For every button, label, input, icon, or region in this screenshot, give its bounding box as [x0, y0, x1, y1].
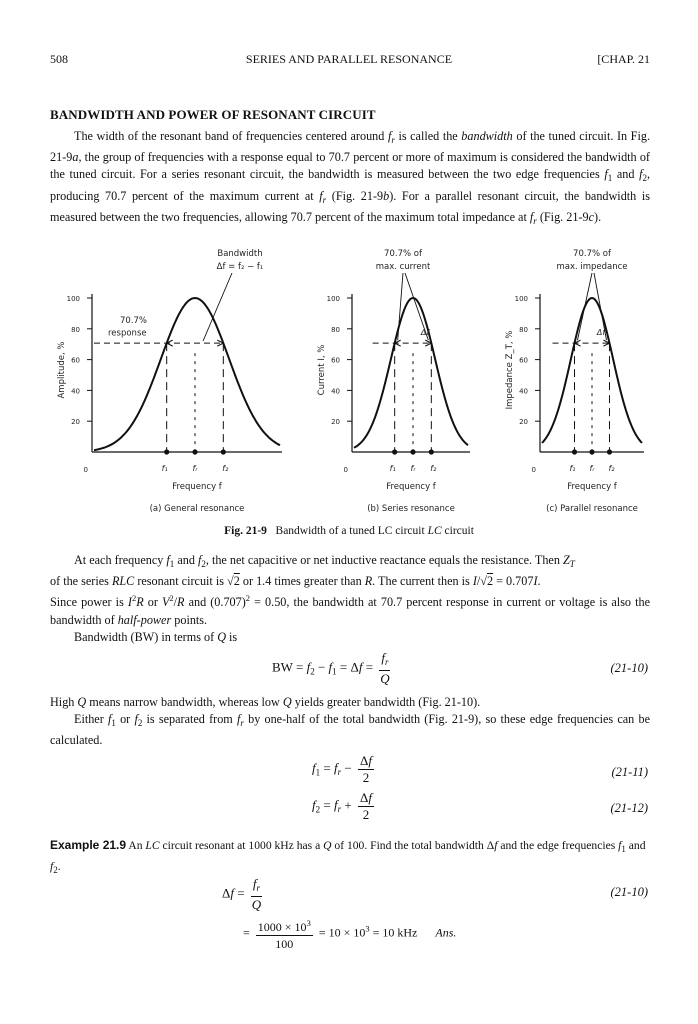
freq-dot-fr — [589, 449, 594, 454]
delta-f-label: Δf — [596, 328, 606, 338]
side-label-2: response — [108, 328, 147, 339]
equation-number-21-10: (21-10) — [610, 661, 648, 675]
annotation-line2-2: max. current — [375, 262, 431, 272]
annotation-line2-1: Δf = f₂ − f₁ — [216, 262, 264, 272]
leader-line-a — [398, 273, 403, 340]
freq-dot-f2 — [429, 449, 434, 454]
x-tick-f2: f₂ — [222, 464, 229, 473]
resonance-curve-2 — [354, 298, 468, 448]
equation-number-21-11: (21-11) — [611, 765, 648, 779]
chapter-label: [CHAP. 21 — [597, 52, 650, 66]
example-equation-number: (21-10) — [610, 885, 648, 899]
y-tick-label: 20 — [71, 418, 80, 427]
y-tick-label: 100 — [326, 295, 340, 303]
y-tick-label: 40 — [331, 387, 340, 396]
leader-line-a — [578, 273, 592, 340]
x-axis-label-3: Frequency f — [567, 482, 617, 492]
figure-21-9 — [0, 240, 698, 525]
freq-dot-f1 — [392, 449, 397, 454]
origin-label: 0 — [83, 466, 88, 474]
delta-f-label: Δf — [420, 328, 430, 338]
equation-bandwidth: BW = $f_2 - f_1 = \Delta f$ = $\frac{f_r}{Q}$ — [272, 650, 390, 686]
x-tick-f2: f₂ — [608, 464, 615, 473]
y-tick-label: 40 — [519, 387, 528, 396]
example-equation: Δf = $\frac{f_r}{Q}$ — [222, 876, 262, 912]
annotation-line1-2: 70.7% of — [384, 249, 422, 259]
example-21-9: Example 21.9 An LC circuit resonant at 1000 kHz has a Q of 100. Find the total bandwidth Δf and the edge frequencies $f_1$ and $f_2$. — [50, 838, 646, 875]
section-title: BANDWIDTH AND POWER OF RESONANT CIRCUIT — [50, 107, 376, 122]
y-tick-label: 80 — [71, 325, 80, 334]
y-tick-label: 100 — [66, 295, 80, 303]
y-tick-label: 60 — [71, 356, 80, 365]
x-tick-f1: f₁ — [161, 464, 168, 473]
origin-label: 0 — [531, 466, 536, 474]
freq-dot-f1 — [572, 449, 577, 454]
y-axis-label-1: Amplitude, % — [57, 341, 67, 399]
equation-f1: $f_1 = f_r$ − $\frac{\Delta f}{2}$ — [312, 753, 372, 785]
x-tick-fr: fᵣ — [410, 464, 416, 473]
body-paragraph-zt: At each frequency $f_1$ and $f_2$, the net capacitive or net inductive reactance equals the resistance. Then $Z_T$ of the series RLC resonant circuit is √2 or 1.4 times greater than R. The current then is I/√2 = 0.707I. Since power is $I^2R$ or $V^2/R$ and $(0.707)^2 = 0.50$, the bandwidth at 70.7 percent response in current or voltage is also the bandwidth of half-power points. Bandwidth (BW) in terms of Q is — [50, 553, 650, 644]
running-title: SERIES AND PARALLEL RESONANCE — [245, 52, 453, 66]
y-axis-label-3: Impedance Z_T, % — [505, 330, 515, 410]
y-tick-label: 80 — [519, 325, 528, 334]
x-tick-fr: fᵣ — [589, 464, 595, 473]
x-axis-label-1: Frequency f — [172, 482, 222, 492]
y-tick-label: 60 — [331, 356, 340, 365]
body-paragraph-q: High Q means narrow bandwidth, whereas low Q yields greater bandwidth (Fig. 21-10). Either $f_1$ or $f_2$ is separated from $f_r$ by one-half of the total bandwidth (Fig. 21-9), so these edge frequencies can be calculated. — [50, 695, 650, 748]
x-axis-label-2: Frequency f — [386, 482, 436, 492]
panel-caption-2: (b) Series resonance — [367, 504, 455, 514]
side-label-1: 70.7% — [120, 316, 148, 327]
freq-dot-f2 — [607, 449, 612, 454]
freq-dot-fr — [192, 449, 197, 454]
y-tick-label: 20 — [331, 418, 340, 427]
annotation-line1-3: 70.7% of — [573, 249, 611, 259]
y-tick-label: 100 — [514, 295, 528, 303]
x-tick-f1: f₁ — [569, 464, 576, 473]
x-tick-f2: f₂ — [430, 464, 437, 473]
freq-dot-f2 — [221, 449, 226, 454]
annotation-line1-1: Bandwidth — [217, 249, 263, 259]
freq-dot-f1 — [164, 449, 169, 454]
panel-caption-1: (a) General resonance — [149, 504, 245, 514]
y-tick-label: 20 — [519, 418, 528, 427]
x-tick-f1: f₁ — [389, 464, 396, 473]
origin-label: 0 — [343, 466, 348, 474]
equation-number-21-12: (21-12) — [610, 801, 648, 815]
x-tick-fr: fᵣ — [192, 464, 198, 473]
annotation-line2-3: max. impedance — [556, 262, 628, 272]
equation-f2: $f_2 = f_r$ + $\frac{\Delta f}{2}$ — [312, 790, 372, 822]
intro-paragraph: The width of the resonant band of frequencies centered around $f_r$ is called the bandwidth of the tuned circuit. In Fig. 21-9a, the group of frequencies with a response equal to 70.7 percent or more of maximum is considered the bandwidth of the tuned circuit. For a series resonant circuit, the bandwidth is measured between the two edge frequencies $f_1$ and $f_2$, producing 70.7 percent of the maximum current at $f_r$ (Fig. 21-9b). For a parallel resonant circuit, the bandwidth is measured between the two frequencies, allowing 70.7 percent of the maximum total impedance at $f_r$ (Fig. 21-9c). — [50, 129, 651, 226]
y-tick-label: 60 — [519, 356, 528, 365]
page-number: 508 — [50, 52, 68, 66]
y-tick-label: 80 — [331, 325, 340, 334]
freq-dot-fr — [410, 449, 415, 454]
y-axis-label-2: Current I, % — [317, 344, 327, 396]
y-tick-label: 40 — [71, 387, 80, 396]
panel-caption-3: (c) Parallel resonance — [546, 504, 638, 514]
figure-caption: Fig. 21-9 Bandwidth of a tuned LC circuit LC circuit — [224, 525, 474, 537]
example-calculation: = $\frac{1000 \times 10^3}{100}$ = $10 \times 10^3 = 10$ kHz Ans. — [243, 915, 456, 952]
